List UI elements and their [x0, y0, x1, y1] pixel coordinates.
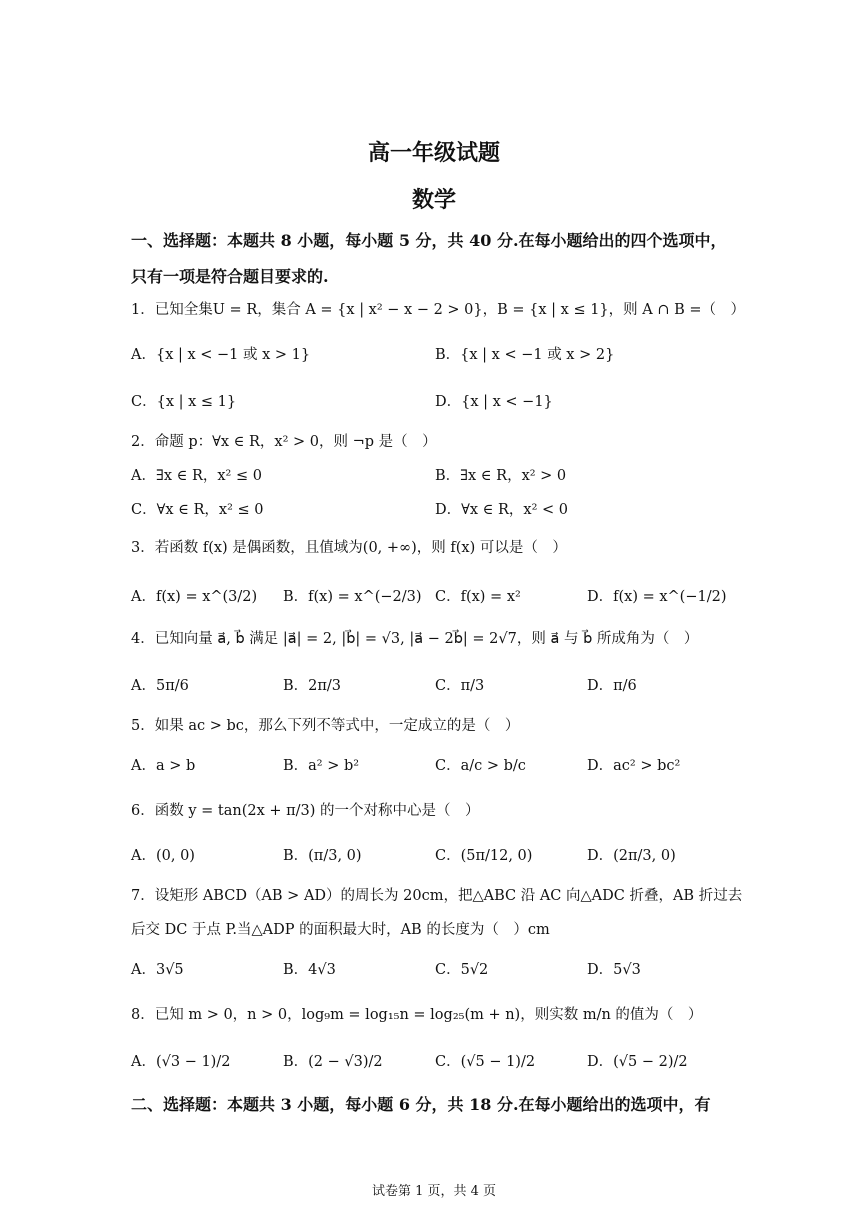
question-6-option-b: B．(π/3, 0) — [283, 848, 362, 864]
question-2-option-c: C．∀x ∈ R，x² ≤ 0 — [131, 502, 264, 518]
question-6-option-d: D．(2π/3, 0) — [587, 848, 676, 864]
question-3-option-b: B．f(x) = x^(−2/3) — [283, 589, 422, 605]
question-2-option-d: D．∀x ∈ R，x² < 0 — [435, 502, 569, 518]
question-4-option-c: C．π/3 — [435, 678, 485, 694]
question-2-stem: 2．命题 p：∀x ∈ R，x² > 0，则 ¬p 是（ ） — [131, 434, 437, 450]
question-2-option-a: A．∃x ∈ R，x² ≤ 0 — [131, 468, 262, 484]
question-6-option-c: C．(5π/12, 0) — [435, 848, 533, 864]
question-3-stem: 3．若函数 f(x) 是偶函数，且值域为(0, +∞)，则 f(x) 可以是（ ） — [131, 540, 567, 556]
subject-title: 数学 — [411, 187, 456, 213]
question-7-option-c: C．5√2 — [435, 962, 489, 978]
question-4-option-b: B．2π/3 — [283, 678, 342, 694]
question-7-stem-line1: 7．设矩形 ABCD（AB > AD）的周长为 20cm，把△ABC 沿 AC 向△ADC 折叠，AB 折过去 — [131, 888, 743, 904]
question-8-stem: 8．已知 m > 0，n > 0，log₉m = log₁₅n = log₂₅(m + n)，则实数 m/n 的值为（ ） — [131, 1007, 703, 1023]
question-3-option-a: A．f(x) = x^(3/2) — [131, 589, 258, 605]
question-7-option-a: A．3√5 — [131, 962, 184, 978]
exam-title: 高一年级试题 — [367, 140, 500, 166]
question-5-option-b: B．a² > b² — [283, 758, 360, 774]
question-4-option-d: D．π/6 — [587, 678, 637, 694]
question-5-stem: 5．如果 ac > bc，那么下列不等式中，一定成立的是（ ） — [131, 718, 520, 734]
question-7-option-b: B．4√3 — [283, 962, 336, 978]
question-1-option-b: B．{x | x < −1 或 x > 2} — [435, 347, 615, 363]
question-8-option-a: A．(√3 − 1)/2 — [131, 1054, 231, 1070]
section1-heading-line1: 一、选择题：本题共 8 小题，每小题 5 分，共 40 分.在每小题给出的四个选项中， — [131, 231, 727, 250]
section2-heading-line1: 二、选择题：本题共 3 小题，每小题 6 分，共 18 分.在每小题给出的选项中，有 — [131, 1095, 711, 1114]
question-2-option-b: B．∃x ∈ R，x² > 0 — [435, 468, 567, 484]
question-5-option-a: A．a > b — [131, 758, 196, 774]
question-7-stem-line2: 后交 DC 于点 P.当△ADP 的面积最大时，AB 的长度为（ ）cm — [131, 922, 550, 938]
question-6-stem: 6．函数 y = tan(2x + π/3) 的一个对称中心是（ ） — [131, 803, 480, 819]
question-1-stem: 1．已知全集U = R，集合 A = {x | x² − x − 2 > 0}，B = {x | x ≤ 1}，则 A ∩ B =（ ） — [131, 302, 746, 318]
question-5-option-c: C．a/c > b/c — [435, 758, 526, 774]
question-8-option-d: D．(√5 − 2)/2 — [587, 1054, 688, 1070]
question-4-stem: 4．已知向量 a⃗, b⃗ 满足 |a⃗| = 2, |b⃗| = √3, |a⃗ − 2b⃗| = 2√7，则 a⃗ 与 b⃗ 所成角为（ ） — [131, 631, 699, 647]
question-1-option-d: D．{x | x < −1} — [435, 394, 553, 410]
question-4-option-a: A．5π/6 — [131, 678, 189, 694]
question-1-option-c: C．{x | x ≤ 1} — [131, 394, 237, 410]
question-8-option-b: B．(2 − √3)/2 — [283, 1054, 383, 1070]
page-footer: 试卷第 1 页，共 4 页 — [371, 1184, 497, 1199]
question-5-option-d: D．ac² > bc² — [587, 758, 681, 774]
question-7-option-d: D．5√3 — [587, 962, 641, 978]
question-3-option-d: D．f(x) = x^(−1/2) — [587, 589, 727, 605]
question-1-option-a: A．{x | x < −1 或 x > 1} — [131, 347, 311, 363]
question-3-option-c: C．f(x) = x² — [435, 589, 521, 605]
question-6-option-a: A．(0, 0) — [131, 848, 195, 864]
question-8-option-c: C．(√5 − 1)/2 — [435, 1054, 536, 1070]
section1-heading-line2: 只有一项是符合题目要求的. — [131, 267, 329, 286]
